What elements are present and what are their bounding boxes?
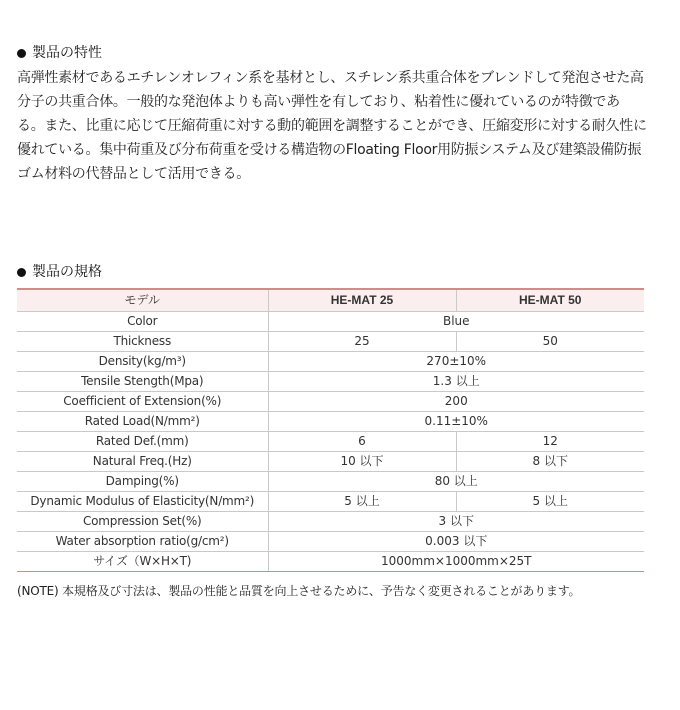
spec-row-value: 200 — [268, 392, 644, 412]
table-row — [17, 372, 644, 392]
spec-row-value: 0.11±10% — [268, 412, 644, 432]
spec-row-label: サイズ（W×H×T) — [17, 552, 268, 572]
features-heading-text: 製品の特性 — [32, 45, 102, 61]
spec-row-value: Blue — [268, 312, 644, 332]
spec-note: (NOTE) 本規格及び寸法は、製品の性能と品質を向上させるために、予告なく変更されることがあります。 — [17, 584, 581, 598]
spec-row-value-model-1: 5 以上 — [268, 492, 456, 512]
features-description: 高弾性素材であるエチレンオレフィン系を基材とし、スチレン系共重合体をブレンドして発泡させた高分子の共重合体。一般的な発泡体よりも高い弾性を有しており、粘着性に優れているのが特徴である。また、比重に応じて圧縮荷重に対する動的範囲を調整することができ、圧縮変形に対する耐久性に優れている。集中荷重及び分布荷重を受ける構造物のFloating Floor用防振システム及び建築設備防振ゴム材料の代替品として活用できる。 — [17, 70, 647, 182]
spec-row-label: Tensile Stength(Mpa) — [17, 372, 268, 392]
spec-row-label: Density(kg/m³) — [17, 352, 268, 372]
spec-heading — [17, 263, 647, 281]
spec-header-model-1: HE-MAT 25 — [268, 289, 456, 312]
spec-row-value-model-2: 50 — [456, 332, 644, 352]
table-row — [17, 532, 644, 552]
spec-row-label: Damping(%) — [17, 472, 268, 492]
spec-heading-text: 製品の規格 — [32, 264, 102, 280]
table-row — [17, 352, 644, 372]
spec-row-value: 80 以上 — [268, 472, 644, 492]
bullet-icon — [17, 268, 26, 277]
table-row — [17, 452, 644, 472]
spec-section — [17, 263, 647, 599]
spec-row-value-model-1: 6 — [268, 432, 456, 452]
spec-row-value: 270±10% — [268, 352, 644, 372]
spec-header-row — [17, 289, 644, 312]
features-section — [17, 44, 647, 186]
spec-row-label: Color — [17, 312, 268, 332]
table-row — [17, 332, 644, 352]
table-row — [17, 412, 644, 432]
table-row — [17, 512, 644, 532]
spec-table-body — [17, 312, 644, 572]
spec-row-value-model-1: 25 — [268, 332, 456, 352]
table-row — [17, 312, 644, 332]
spec-row-value: 0.003 以下 — [268, 532, 644, 552]
spec-row-value: 1.3 以上 — [268, 372, 644, 392]
spec-row-label: Dynamic Modulus of Elasticity(N/mm²) — [17, 492, 268, 512]
spec-row-label: Rated Def.(mm) — [17, 432, 268, 452]
spec-header-label: モデル — [17, 289, 268, 312]
spec-row-value-model-2: 5 以上 — [456, 492, 644, 512]
spec-row-value: 3 以下 — [268, 512, 644, 532]
table-row — [17, 392, 644, 412]
spec-header-model-2: HE-MAT 50 — [456, 289, 644, 312]
features-heading — [17, 44, 647, 62]
table-row — [17, 432, 644, 452]
spec-row-label: Thickness — [17, 332, 268, 352]
spec-row-value: 1000mm×1000mm×25T — [268, 552, 644, 572]
bullet-icon — [17, 49, 26, 58]
table-row — [17, 492, 644, 512]
spec-row-label: Water absorption ratio(g/cm²) — [17, 532, 268, 552]
table-row — [17, 552, 644, 572]
spec-row-value-model-2: 8 以下 — [456, 452, 644, 472]
spec-row-value-model-2: 12 — [456, 432, 644, 452]
spec-row-label: Natural Freq.(Hz) — [17, 452, 268, 472]
spec-row-label: Compression Set(%) — [17, 512, 268, 532]
spec-row-value-model-1: 10 以下 — [268, 452, 456, 472]
table-row — [17, 472, 644, 492]
spec-row-label: Rated Load(N/mm²) — [17, 412, 268, 432]
spec-row-label: Coefficient of Extension(%) — [17, 392, 268, 412]
spec-table — [17, 288, 644, 572]
